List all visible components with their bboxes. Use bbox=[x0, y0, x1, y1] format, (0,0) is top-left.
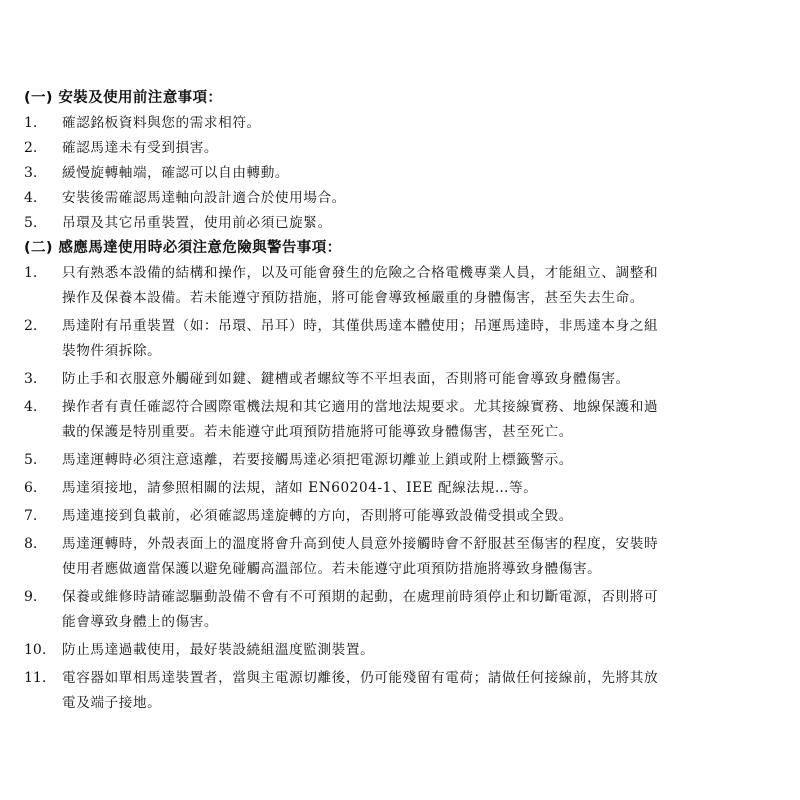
list-item-line: 馬達附有吊重裝置（如：吊環、吊耳）時，其僅供馬達本體使用；吊運馬達時，非馬達本身之組 bbox=[62, 318, 659, 334]
list-item-text bbox=[62, 585, 776, 635]
list-item-number: 3. bbox=[24, 165, 38, 181]
list-item-line: 防止馬達過載使用，最好裝設繞組溫度監測裝置。 bbox=[62, 642, 375, 658]
list-item-number: 1. bbox=[24, 115, 38, 131]
list-item-line: 確認馬達未有受到損害。 bbox=[62, 140, 219, 156]
list-item-text bbox=[62, 638, 776, 663]
list-item-number: 4. bbox=[24, 190, 38, 206]
list-item-number: 4. bbox=[24, 399, 38, 415]
list-item-text bbox=[62, 136, 776, 161]
list-item-text bbox=[62, 448, 776, 473]
list-item-number: 10. bbox=[24, 642, 47, 658]
list-item-number: 2. bbox=[24, 318, 38, 334]
installation-item bbox=[0, 136, 800, 161]
installation-list bbox=[0, 111, 800, 236]
list-item-number: 1. bbox=[24, 265, 38, 281]
list-item-text bbox=[62, 532, 776, 582]
warning-item bbox=[0, 395, 800, 445]
warnings-list bbox=[0, 261, 800, 716]
warning-item bbox=[0, 261, 800, 311]
list-item-line: 操作及保養本設備。若未能遵守預防措施，將可能會導致極嚴重的身體傷害，甚至失去生命。 bbox=[62, 290, 644, 306]
list-item-line: 馬達運轉時，外殼表面上的溫度將會升高到使人員意外接觸時會不舒服甚至傷害的程度，安裝時 bbox=[62, 536, 659, 552]
section-heading-warnings: (二) 感應馬達使用時必須注意危險與警告事項： bbox=[24, 240, 342, 256]
list-item-line: 馬達須接地，請參照相關的法規，諸如 EN60204-1、IEE 配線法規…等。 bbox=[62, 480, 538, 496]
list-item-line: 能會導致身體上的傷害。 bbox=[62, 614, 219, 630]
list-item-text bbox=[62, 211, 776, 236]
list-item-text bbox=[62, 111, 776, 136]
list-item-text bbox=[62, 504, 776, 529]
warning-item bbox=[0, 532, 800, 582]
warning-item bbox=[0, 314, 800, 364]
warning-item bbox=[0, 638, 800, 663]
document-body bbox=[0, 86, 800, 719]
warning-item bbox=[0, 367, 800, 392]
section-heading-installation: (一) 安裝及使用前注意事項： bbox=[24, 90, 223, 106]
list-item-text bbox=[62, 161, 776, 186]
list-item-line: 使用者應做適當保護以避免碰觸高溫部位。若未能遵守此項預防措施將導致身體傷害。 bbox=[62, 561, 602, 577]
list-item-line: 吊環及其它吊重裝置，使用前必須已旋緊。 bbox=[62, 215, 332, 231]
list-item-number: 7. bbox=[24, 508, 38, 524]
list-item-line: 防止手和衣服意外觸碰到如鍵、鍵槽或者螺紋等不平坦表面，否則將可能會導致身體傷害。 bbox=[62, 371, 630, 387]
installation-item bbox=[0, 161, 800, 186]
list-item-line: 確認銘板資料與您的需求相符。 bbox=[62, 115, 261, 131]
list-item-number: 5. bbox=[24, 215, 38, 231]
list-item-text bbox=[62, 186, 776, 211]
list-item-number: 3. bbox=[24, 371, 38, 387]
list-item-line: 保養或維修時請確認驅動設備不會有不可預期的起動，在處理前時須停止和切斷電源，否則將可 bbox=[62, 589, 659, 605]
installation-item bbox=[0, 111, 800, 136]
list-item-number: 5. bbox=[24, 452, 38, 468]
list-item-number: 2. bbox=[24, 140, 38, 156]
list-item-line: 馬達連接到負載前，必須確認馬達旋轉的方向，否則將可能導致設備受損或全毀。 bbox=[62, 508, 573, 524]
list-item-line: 緩慢旋轉軸端，確認可以自由轉動。 bbox=[62, 165, 290, 181]
warning-item bbox=[0, 666, 800, 716]
list-item-text bbox=[62, 261, 776, 311]
warning-item bbox=[0, 585, 800, 635]
list-item-line: 載的保護是特別重要。若未能遵守此項預防措施將可能導致身體傷害，甚至死亡。 bbox=[62, 424, 573, 440]
list-item-line: 操作者有責任確認符合國際電機法規和其它適用的當地法規要求。尤其接線實務、地線保護和過 bbox=[62, 399, 659, 415]
list-item-line: 馬達運轉時必須注意遠離，若要接觸馬達必須把電源切離並上鎖或附上標籤警示。 bbox=[62, 452, 573, 468]
warning-item bbox=[0, 448, 800, 473]
list-item-text bbox=[62, 314, 776, 364]
list-item-number: 6. bbox=[24, 480, 38, 496]
installation-item bbox=[0, 211, 800, 236]
warning-item bbox=[0, 504, 800, 529]
list-item-line: 電及端子接地。 bbox=[62, 695, 162, 711]
list-item-text bbox=[62, 395, 776, 445]
list-item-line: 只有熟悉本設備的結構和操作，以及可能會發生的危險之合格電機專業人員，才能組立、調整和 bbox=[62, 265, 659, 281]
list-item-number: 8. bbox=[24, 536, 38, 552]
list-item-number: 11. bbox=[24, 670, 47, 686]
list-item-text bbox=[62, 367, 776, 392]
list-item-line: 電容器如單相馬達裝置者，當與主電源切離後，仍可能殘留有電荷；請做任何接線前，先將其放 bbox=[62, 670, 659, 686]
list-item-line: 安裝後需確認馬達軸向設計適合於使用場合。 bbox=[62, 190, 346, 206]
list-item-line: 裝物件須拆除。 bbox=[62, 343, 162, 359]
warning-item bbox=[0, 476, 800, 501]
list-item-text bbox=[62, 476, 776, 501]
installation-item bbox=[0, 186, 800, 211]
list-item-text bbox=[62, 666, 776, 716]
list-item-number: 9. bbox=[24, 589, 38, 605]
